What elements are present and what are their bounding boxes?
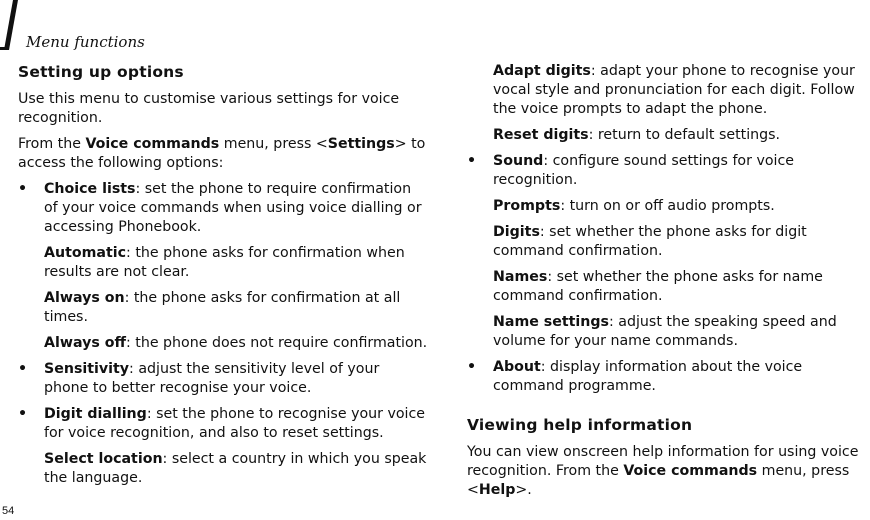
bullet-dot: • xyxy=(467,359,477,375)
sub-always-on: Always on: the phone asks for confirmation at all times. xyxy=(44,290,401,325)
bullet-about: • About: display information about the voice command programme. xyxy=(467,359,803,394)
right-column xyxy=(467,62,870,507)
sub-prompts: Prompts: turn on or off audio prompts. xyxy=(493,198,775,214)
sub-names: Names: set whether the phone asks for name command confirmation. xyxy=(493,269,823,304)
bullet-dot: • xyxy=(18,181,28,197)
setting-up-options-heading: Setting up options xyxy=(18,63,184,81)
bullet-dot: • xyxy=(18,406,28,422)
header-accent-bar xyxy=(0,0,18,50)
page-number: 54 xyxy=(2,505,15,517)
sub-select-location: Select location: select a country in which you speak the language. xyxy=(44,451,427,486)
sub-name-settings: Name settings: adjust the speaking speed and volume for your name commands. xyxy=(493,314,837,349)
from-paragraph: From the Voice commands menu, press <Settings> to access the following options: xyxy=(18,136,426,171)
bullet-dot: • xyxy=(18,361,28,377)
bullet-sensitivity: • Sensitivity: adjust the sensitivity level of your phone to better recognise your voice. xyxy=(18,361,380,396)
bullet-choice-lists: • Choice lists: set the phone to require confirmation of your voice commands when using voice dialling or accessing Phonebook. xyxy=(18,181,422,235)
help-paragraph: You can view onscreen help information for using voice recognition. From the Voice commands menu, press <Help>. xyxy=(467,444,859,498)
bullet-dot: • xyxy=(467,153,477,169)
sub-adapt-digits: Adapt digits: adapt your phone to recognise your vocal style and pronunciation for each digit. Follow the voice prompts to adapt the phone. xyxy=(493,63,855,117)
left-column xyxy=(18,62,428,495)
sub-digits: Digits: set whether the phone asks for digit command confirmation. xyxy=(493,224,807,259)
sub-always-off: Always off: the phone does not require confirmation. xyxy=(44,335,428,351)
sub-reset-digits: Reset digits: return to default settings. xyxy=(493,127,781,143)
bullet-digit-dialling: • Digit dialling: set the phone to recognise your voice for voice recognition, and also to reset settings. xyxy=(18,406,426,441)
intro-paragraph: Use this menu to customise various settings for voice recognition. xyxy=(18,91,400,126)
bullet-sound: • Sound: configure sound settings for voice recognition. xyxy=(467,153,795,188)
viewing-help-heading: Viewing help information xyxy=(467,416,693,434)
sub-automatic: Automatic: the phone asks for confirmation when results are not clear. xyxy=(44,245,405,280)
section-label: Menu functions xyxy=(26,33,145,51)
